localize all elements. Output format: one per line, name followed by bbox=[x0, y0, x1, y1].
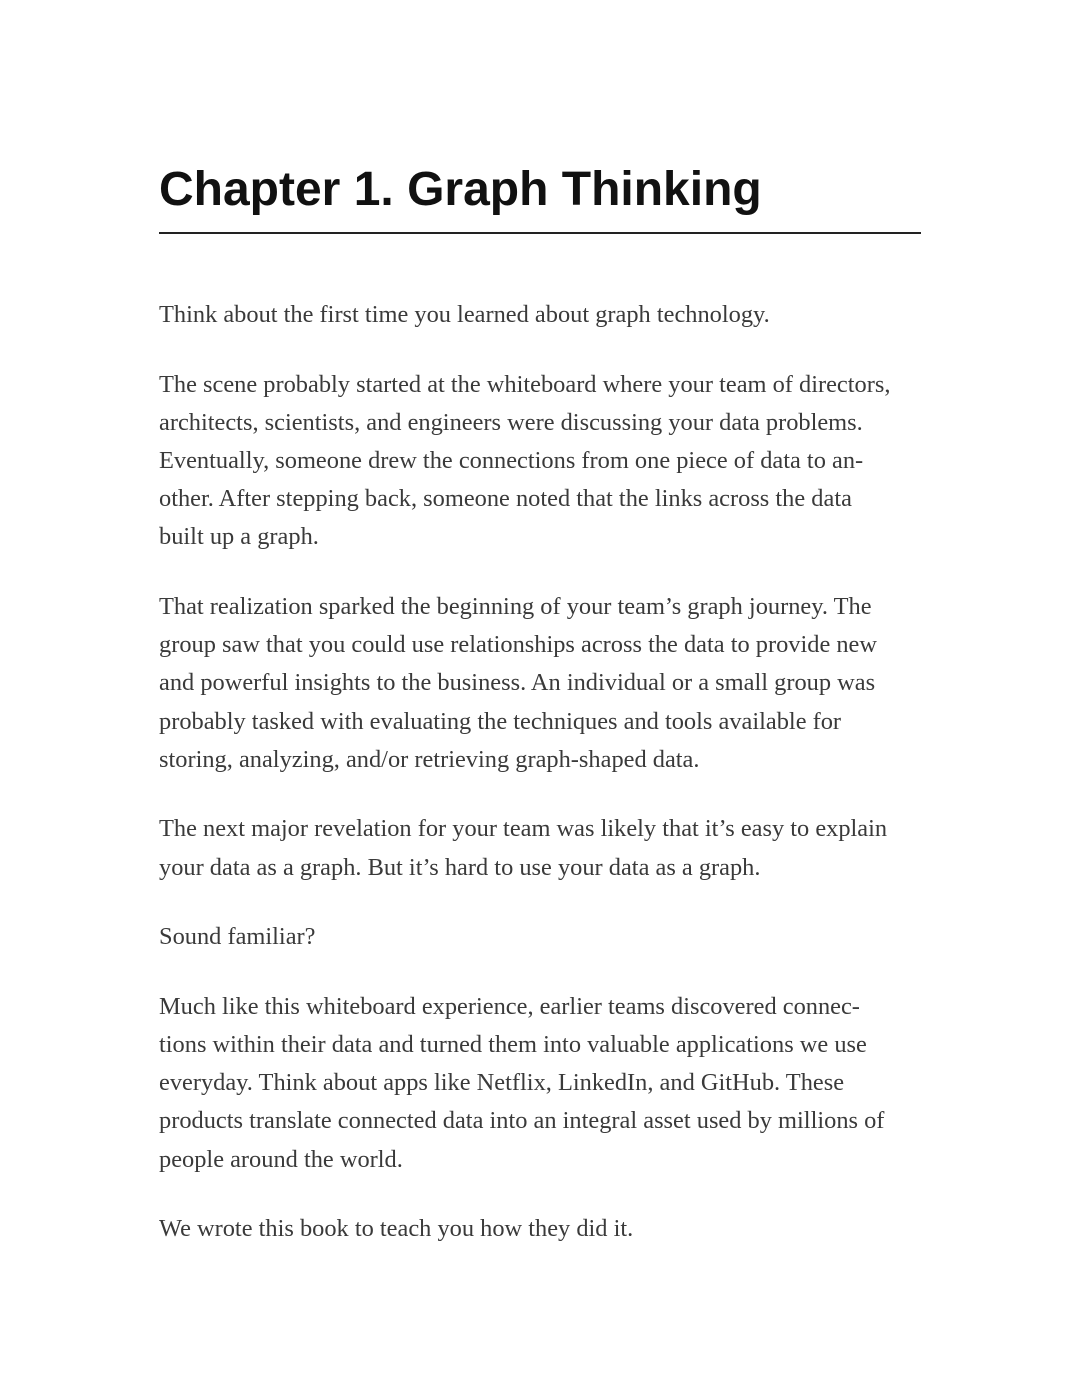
title-divider bbox=[159, 232, 921, 234]
text-line: Sound familiar? bbox=[159, 923, 316, 951]
text-line: architects, scientists, and engineers were discussing your data problems. bbox=[159, 408, 863, 436]
text-line: probably tasked with evaluating the techniques and tools available for bbox=[159, 707, 842, 735]
chapter-title: Chapter 1. Graph Thinking bbox=[159, 163, 762, 216]
paragraph bbox=[159, 1210, 921, 1248]
text-line: everyday. Think about apps like Netflix, LinkedIn, and GitHub. These bbox=[159, 1069, 845, 1097]
text-line: storing, analyzing, and/or retrieving graph-shaped data. bbox=[159, 745, 700, 773]
text-line: group saw that you could use relationships across the data to provide new bbox=[159, 631, 877, 659]
text-line: and powerful insights to the business. An individual or a small group was bbox=[159, 669, 876, 697]
paragraph bbox=[159, 588, 921, 779]
text-line: other. After stepping back, someone noted that the links across the data bbox=[159, 485, 852, 513]
text-line: your data as a graph. But it’s hard to use your data as a graph. bbox=[159, 853, 761, 881]
text-line: That realization sparked the beginning of your team’s graph journey. The bbox=[159, 593, 872, 620]
text-line: Eventually, someone drew the connections from one piece of data to an- bbox=[159, 447, 864, 474]
paragraph bbox=[159, 918, 921, 956]
text-line: The scene probably started at the whiteboard where your team of directors, bbox=[159, 370, 891, 398]
text-line: The next major revelation for your team was likely that it’s easy to explain bbox=[159, 815, 888, 843]
chapter-body bbox=[159, 296, 921, 1280]
text-line: We wrote this book to teach you how they did it. bbox=[159, 1215, 634, 1243]
text-line: Think about the first time you learned about graph technology. bbox=[159, 301, 770, 328]
text-line: tions within their data and turned them into valuable applications we use bbox=[159, 1031, 867, 1058]
text-line: built up a graph. bbox=[159, 523, 319, 551]
text-line: products translate connected data into an integral asset used by millions of bbox=[159, 1107, 885, 1135]
paragraph bbox=[159, 366, 921, 557]
paragraph bbox=[159, 988, 921, 1179]
paragraph bbox=[159, 296, 921, 334]
paragraph bbox=[159, 810, 921, 886]
text-line: people around the world. bbox=[159, 1145, 403, 1173]
text-line: Much like this whiteboard experience, earlier teams discovered connec- bbox=[159, 992, 860, 1020]
